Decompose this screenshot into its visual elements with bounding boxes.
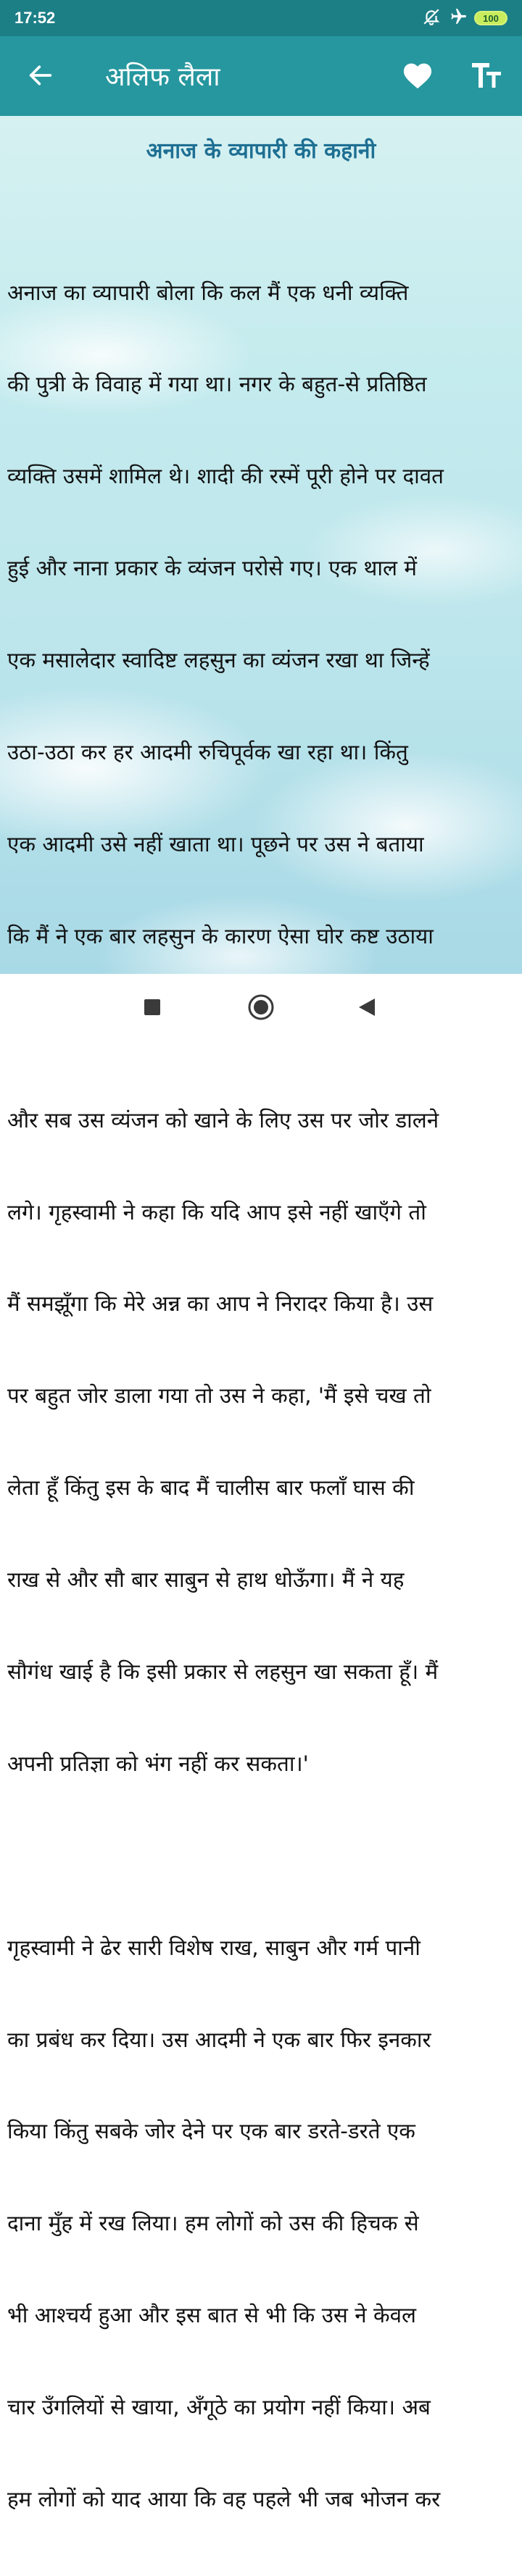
text-size-icon (472, 62, 502, 92)
story-line: अपनी प्रतिज्ञा को भंग नहीं कर सकता।' (7, 1751, 309, 1776)
arrow-back-icon (26, 61, 55, 93)
paragraph-gap (7, 1841, 516, 1871)
nav-back-button[interactable] (349, 991, 384, 1026)
home-circle-icon (247, 993, 275, 1024)
status-icons (422, 7, 508, 29)
story-line: व्यक्ति उसमें शामिल थे। शादी की रस्में पूरी होने पर दावत (7, 464, 444, 489)
system-nav-bar (0, 974, 522, 1043)
story-text (7, 216, 516, 2576)
story-line: दाना मुँह में रख लिया। हम लोगों को उस की हिचक से (7, 2211, 419, 2236)
story-line: लेता हूँ किंतु इस के बाद मैं चालीस बार फलाँ घास की (7, 1475, 415, 1501)
status-bar (0, 0, 522, 36)
back-triangle-icon (357, 997, 376, 1020)
font-size-button[interactable] (467, 57, 508, 97)
favorite-button[interactable] (397, 57, 438, 97)
app-bar (0, 36, 522, 116)
story-line: और सब उस व्यंजन को खाने के लिए उस पर जोर डालने (7, 1107, 439, 1133)
story-title: अनाज के व्यापारी की कहानी (146, 138, 376, 164)
story-line: चार उँगलियों से खाया, अँगूठे का प्रयोग नहीं किया। अब (7, 2395, 431, 2420)
battery-icon: 100 (474, 11, 508, 25)
story-line: हम लोगों को याद आया कि वह पहले भी जब भोजन कर (7, 2486, 441, 2512)
story-line: किया किंतु सबके जोर देने पर एक बार डरते-डरते एक (7, 2119, 415, 2144)
status-time: 17:52 (14, 9, 56, 27)
story-line: का प्रबंध कर दिया। उस आदमी ने एक बार फिर इनकार (7, 2027, 431, 2052)
story-line: राख से और सौ बार साबुन से हाथ धोऊँगा। मैं ने यह (7, 1567, 405, 1593)
recents-button[interactable] (135, 991, 170, 1026)
airplane-mode-icon (448, 7, 467, 29)
home-button[interactable] (244, 991, 278, 1026)
story-line: सौगंध खाई है कि इसी प्रकार से लहसुन खा सकता हूँ। मैं (7, 1659, 439, 1684)
notifications-off-icon (422, 7, 441, 29)
story-line: अनाज का व्यापारी बोला कि कल मैं एक धनी व्यक्ति (7, 280, 409, 305)
story-line: पर बहुत जोर डाला गया तो उस ने कहा, 'मैं इसे चख तो (7, 1383, 431, 1409)
story-line: कि मैं ने एक बार लहसुन के कारण ऐसा घोर कष्ट उठाया (7, 923, 434, 949)
story-line: उठा-उठा कर हर आदमी रुचिपूर्वक खा रहा था। किंतु (7, 740, 408, 765)
story-line: एक मसालेदार स्वादिष्ट लहसुन का व्यंजन रखा था जिन्हें (7, 648, 430, 673)
recents-square-icon (144, 999, 161, 1019)
story-line: एक आदमी उसे नहीं खाता था। पूछने पर उस ने बताया (7, 831, 424, 856)
app-title: अलिफ लैला (105, 62, 220, 92)
story-content[interactable] (0, 116, 522, 2512)
story-line: गृहस्वामी ने ढेर सारी विशेष राख, साबुन और गर्म पानी (7, 1935, 420, 1960)
story-line: लगे। गृहस्वामी ने कहा कि यदि आप इसे नहीं खाएँगे तो (7, 1199, 426, 1225)
story-line: की पुत्री के विवाह में गया था। नगर के बहुत-से प्रतिष्ठित (7, 372, 427, 397)
story-line: मैं समझूँगा कि मेरे अन्न का आप ने निरादर किया है। उस (7, 1291, 434, 1317)
back-button[interactable] (20, 57, 61, 97)
story-line: हुई और नाना प्रकार के व्यंजन परोसे गए। एक थाल में (7, 556, 418, 581)
heart-icon (402, 61, 434, 93)
story-line: भी आश्चर्य हुआ और इस बात से भी कि उस ने केवल (7, 2303, 416, 2328)
